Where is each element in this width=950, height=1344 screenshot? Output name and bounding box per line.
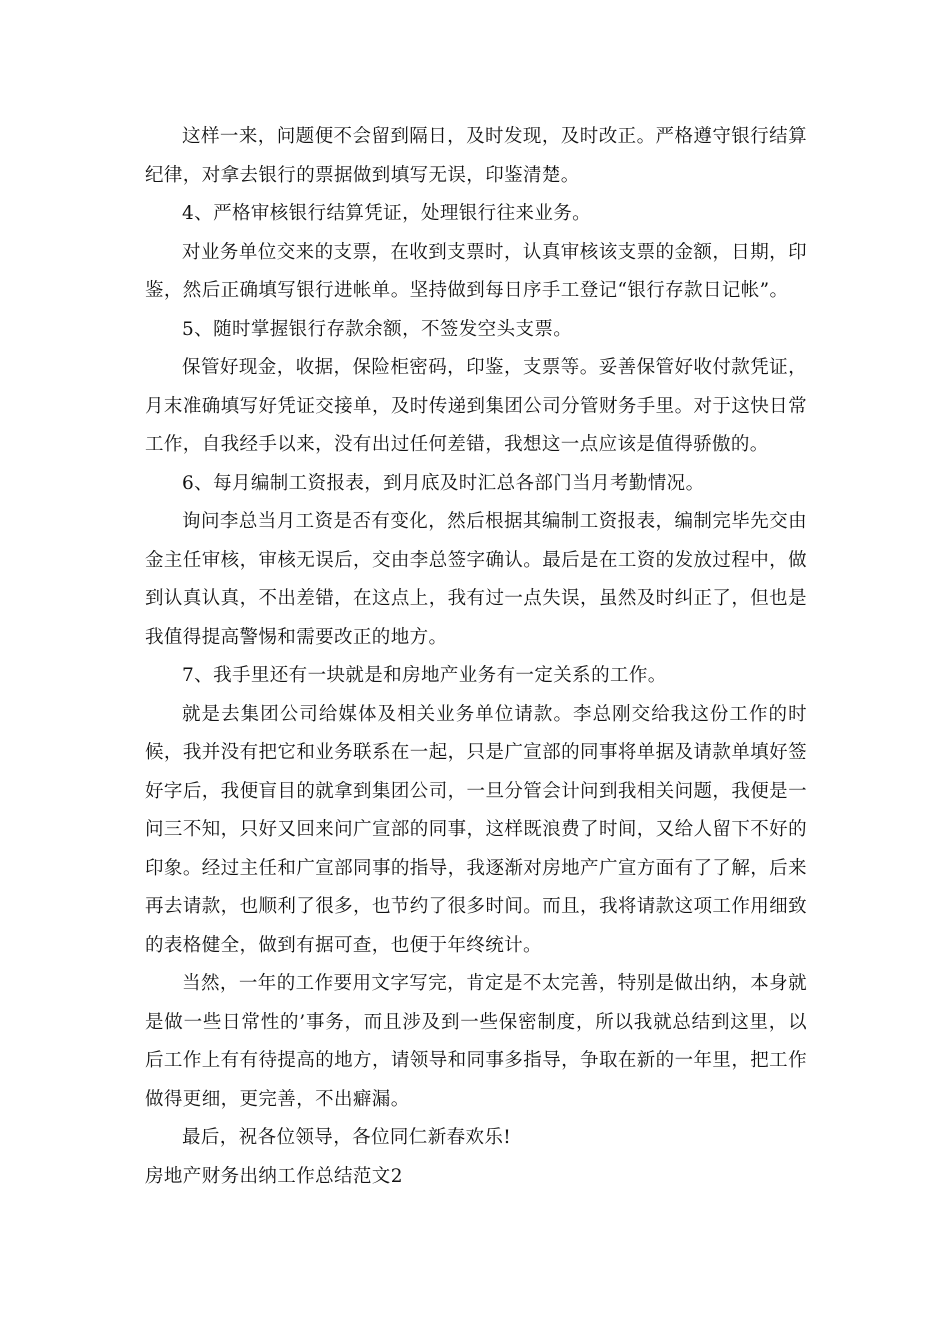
section-heading: 6、每月编制工资报表，到月底及时汇总各部门当月考勤情况。 <box>182 472 705 494</box>
paragraph: 当然，一年的工作要用文字写完，肯定是不太完善，特别是做出纳，本身就是做一些日常性的’事务，而且涉及到一些保密制度，所以我就总结到这里，以后工作上有有待提高的地方，请领导和同事多指导，争取在新的一年里，把工作做得更细，更完善，不出癖漏。 <box>145 973 807 1110</box>
next-article-title: 房地产财务出纳工作总结范文2 <box>145 1165 403 1187</box>
section-heading: 7、我手里还有一块就是和房地产业务有一定关系的工作。 <box>182 665 667 686</box>
paragraph: 这样一来，问题便不会留到隔日，及时发现，及时改正。严格遵守银行结算纪律，对拿去银行的票据做到填写无误，印鉴清楚。 <box>145 126 807 186</box>
closing-line: 最后，祝各位领导，各位同仁新春欢乐! <box>182 1127 512 1148</box>
section-heading: 5、随时掌握银行存款余额，不签发空头支票。 <box>182 318 573 340</box>
paragraph: 保管好现金，收据，保险柜密码，印鉴，支票等。妥善保管好收付款凭证，月末准确填写好凭证交接单，及时传递到集团公司分管财务手里。对于这快日常工作，自我经手以来，没有出过任何差错，我想这一点应该是值得骄傲的。 <box>145 357 807 455</box>
paragraph: 就是去集团公司给媒体及相关业务单位请款。李总刚交给我这份工作的时候，我并没有把它和业务联系在一起，只是广宣部的同事将单据及请款单填好签好字后，我便盲目的就拿到集团公司，一旦分管会计问到我相关问题，我便是一问三不知，只好又回来问广宣部的同事，这样既浪费了时间，又给人留下不好的印象。经过主任和广宣部同事的指导，我逐渐对房地产广宣方面有了了解，后来再去请款，也顺利了很多，也节约了很多时间。而且，我将请款这项工作用细致的表格健全，做到有据可查，也便于年终统计。 <box>145 703 807 956</box>
document-body <box>145 118 807 1196</box>
paragraph: 询问李总当月工资是否有变化，然后根据其编制工资报表，编制完毕先交由金主任审核，审核无误后，交由李总签字确认。最后是在工资的发放过程中，做到认真认真，不出差错，在这点上，我有过一点失误，虽然及时纠正了，但也是我值得提高警惕和需要改正的地方。 <box>145 511 807 648</box>
section-heading: 4、严格审核银行结算凭证，处理银行往来业务。 <box>182 203 592 224</box>
paragraph: 对业务单位交来的支票，在收到支票时，认真审核该支票的金额，日期，印鉴，然后正确填写银行进帐单。坚持做到每日序手工登记“银行存款日记帐”。 <box>145 241 807 301</box>
